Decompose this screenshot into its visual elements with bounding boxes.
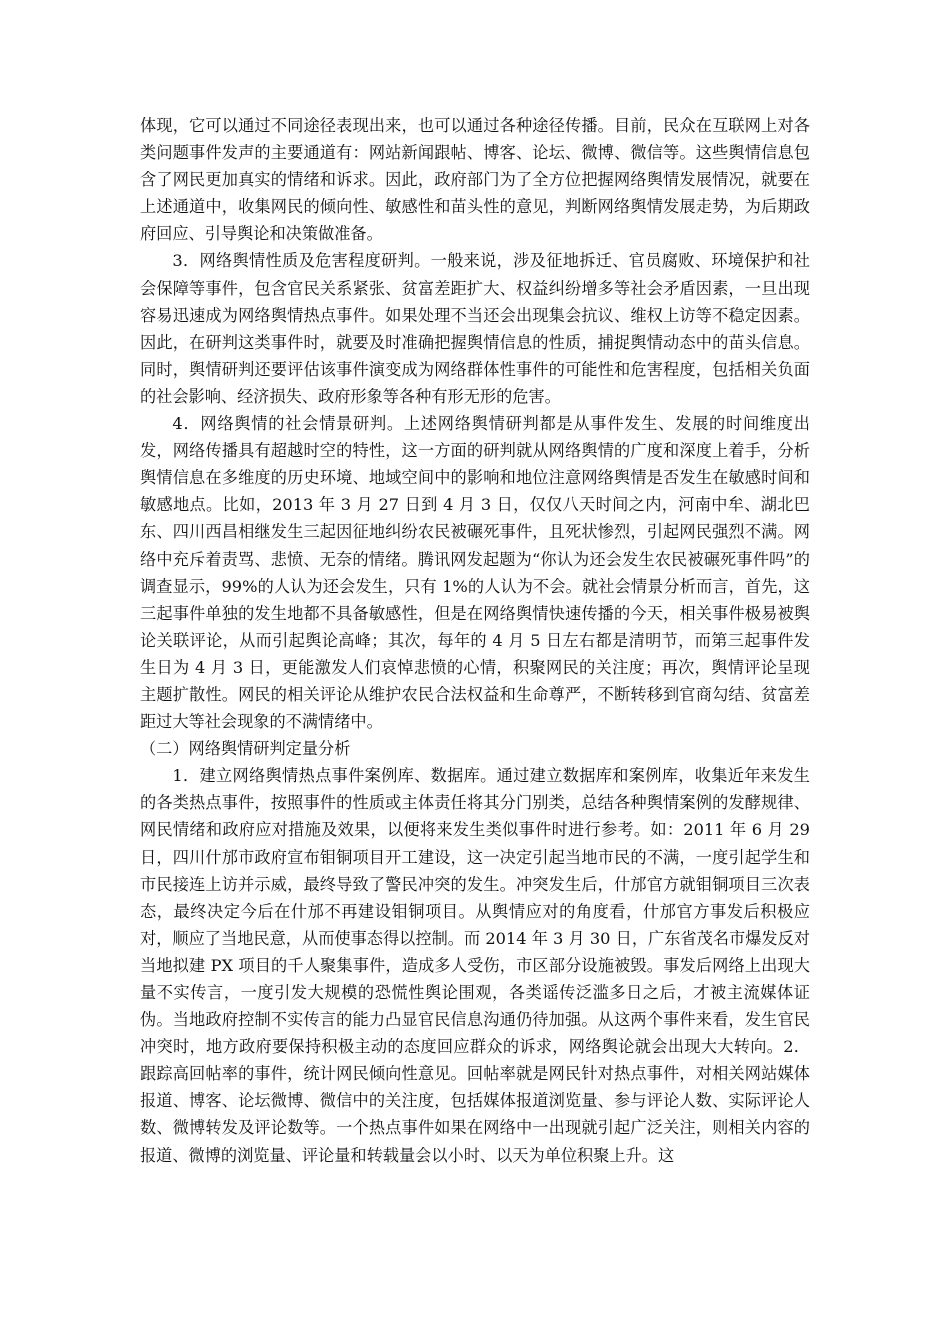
document-page: [140, 112, 810, 1169]
paragraph-item-3: 3．网络舆情性质及危害程度研判。一般来说，涉及征地拆迁、官员腐败、环境保护和社会保障等事件，包含官民关系紧张、贫富差距扩大、权益纠纷增多等社会矛盾因素，一旦出现容易迅速成为网络舆情热点事件。如果处理不当还会出现集会抗议、维权上访等不稳定因素。因此，在研判这类事件时，就要及时准确把握舆情信息的性质，捕捉舆情动态中的苗头信息。同时，舆情研判还要评估该事件演变成为网络群体性事件的可能性和危害程度，包括相关负面的社会影响、经济损失、政府形象等各种有形无形的危害。: [140, 251, 810, 406]
paragraph-quantitative-1: 1．建立网络舆情热点事件案例库、数据库。通过建立数据库和案例库，收集近年来发生的各类热点事件，按照事件的性质或主体责任将其分门别类，总结各种舆情案例的发酵规律、网民情绪和政府应对措施及效果，以便将来发生类似事件时进行参考。如：2011 年 6 月 29 日，四川什邡市政府宣布钼铜项目开工建设，这一决定引起当地市民的不满，一度引起学生和市民接连上访并示威，最终导致了警民冲突的发生。冲突发生后，什邡官方就钼铜项目三次表态，最终决定今后在什邡不再建设钼铜项目。从舆情应对的角度看，什邡官方事发后积极应对，顺应了当地民意，从而使事态得以控制。而 2014 年 3 月 30 日，广东省茂名市爆发反对当地拟建 PX 项目的千人聚集事件，造成多人受伤，市区部分设施被毁。事发后网络上出现大量不实传言，一度引发大规模的恐慌性舆论围观，各类谣传泛滥多日之后，才被主流媒体证伪。当地政府控制不实传言的能力凸显官民信息沟通仍待加强。从这两个事件来看，发生官民冲突时，地方政府要保持积极主动的态度回应群众的诉求，网络舆论就会出现大大转向。2．跟踪高回帖率的事件，统计网民倾向性意见。回帖率就是网民针对热点事件，对相关网站媒体报道、博客、论坛微博、微信中的关注度，包括媒体报道浏览量、参与评论人数、实际评论人数、微博转发及评论数等。一个热点事件如果在网络中一出现就引起广泛关注，则相关内容的报道、微博的浏览量、评论量和转载量会以小时、以天为单位积聚上升。这: [140, 766, 810, 1165]
paragraph-item-4: 4．网络舆情的社会情景研判。上述网络舆情研判都是从事件发生、发展的时间维度出发，网络传播具有超越时空的特性，这一方面的研判就从网络舆情的广度和深度上着手，分析舆情信息在多维度的历史环境、地域空间中的影响和地位注意网络舆情是否发生在敏感时间和敏感地点。比如，2013 年 3 月 27 日到 4 月 3 日，仅仅八天时间之内，河南中牟、湖北巴东、四川西昌相继发生三起因征地纠纷农民被碾死事件，且死状惨烈，引起网民强烈不满。网络中充斥着责骂、悲愤、无奈的情绪。腾讯网发起题为“你认为还会发生农民被碾死事件吗”的调查显示，99%的人认为还会发生，只有 1%的人认为不会。就社会情景分析而言，首先，这三起事件单独的发生地都不具备敏感性，但是在网络舆情快速传播的今天，相关事件极易被舆论关联评论，从而引起舆论高峰；其次，每年的 4 月 5 日左右都是清明节，而第三起事件发生日为 4 月 3 日，更能激发人们哀悼悲愤的心情，积聚网民的关注度；再次，舆情评论呈现主题扩散性。网民的相关评论从维护农民合法权益和生命尊严，不断转移到官商勾结、贫富差距过大等社会现象的不满情绪中。: [140, 414, 810, 732]
section-subheading: （二）网络舆情研判定量分析: [140, 739, 351, 759]
paragraph-continuation: 体现，它可以通过不同途径表现出来，也可以通过各种途径传播。目前，民众在互联网上对各类问题事件发声的主要通道有：网站新闻跟帖、博客、论坛、微博、微信等。这些舆情信息包含了网民更加真实的情绪和诉求。因此，政府部门为了全方位把握网络舆情发展情况，就要在上述通道中，收集网民的倾向性、敏感性和苗头性的意见，判断网络舆情发展走势，为后期政府回应、引导舆论和决策做准备。: [140, 116, 810, 244]
